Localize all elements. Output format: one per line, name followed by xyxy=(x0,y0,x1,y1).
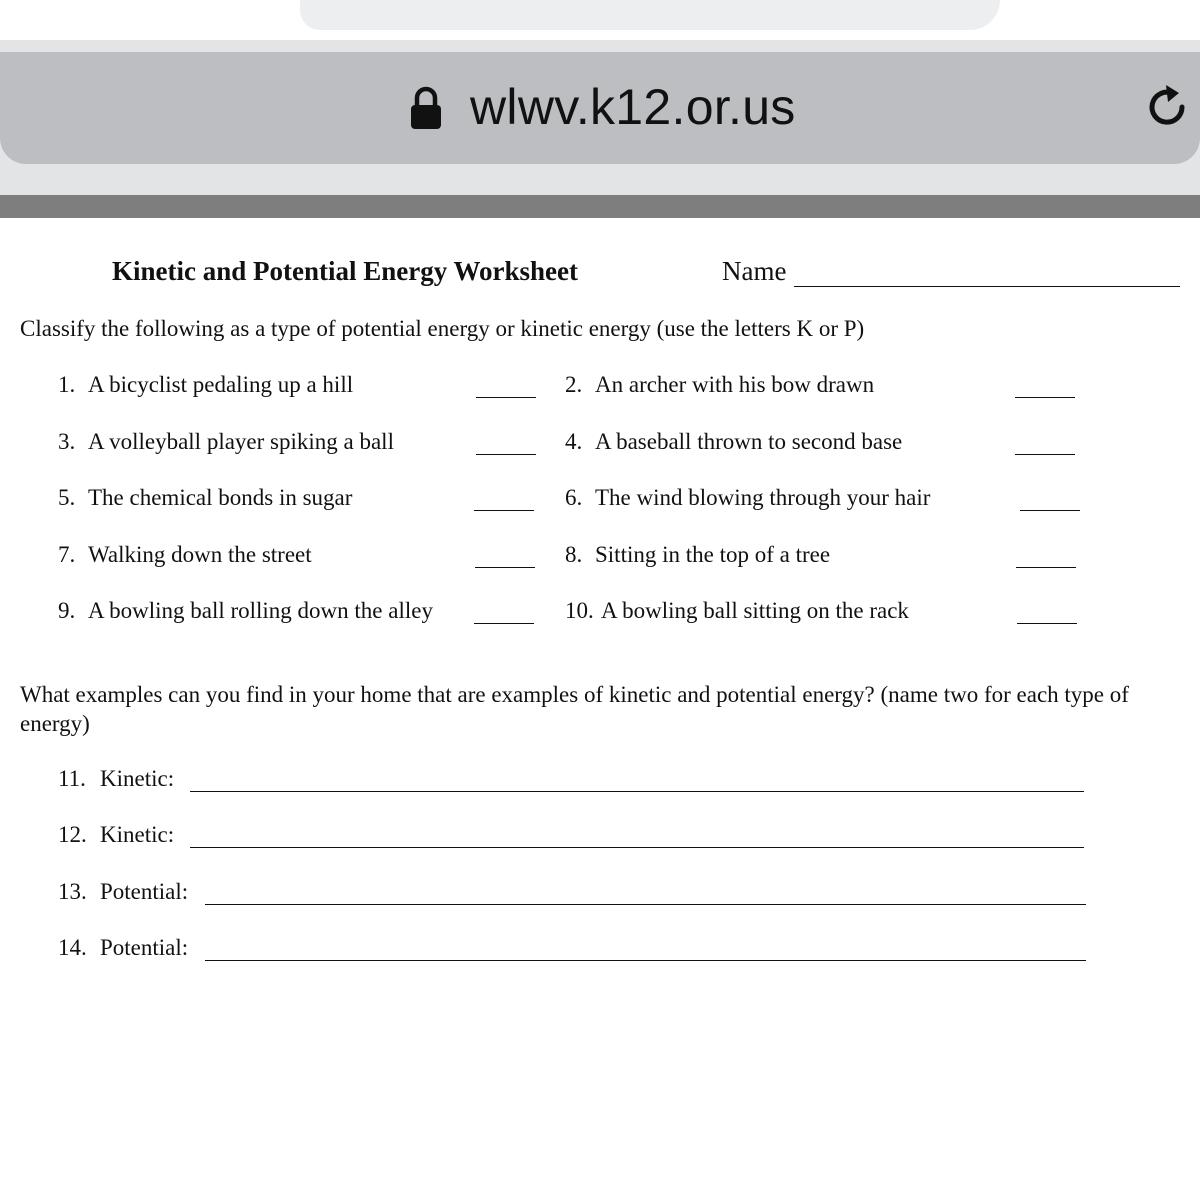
toolbar-divider xyxy=(0,195,1200,218)
answer-item xyxy=(58,766,174,792)
answer-label: Potential: xyxy=(100,935,189,960)
answer-label: Potential: xyxy=(100,879,189,904)
item-text: A baseball thrown to second base xyxy=(595,429,903,454)
list-item xyxy=(565,542,830,568)
name-blank-line xyxy=(794,286,1180,287)
item-number: 4. xyxy=(565,429,583,454)
list-item xyxy=(565,598,909,624)
answer-blank xyxy=(476,454,536,455)
answer-blank xyxy=(474,510,534,511)
item-text: A volleyball player spiking a ball xyxy=(88,429,394,454)
item-number: 6. xyxy=(565,485,583,510)
item-number: 3. xyxy=(58,429,76,454)
list-item xyxy=(565,429,902,455)
item-number: 14. xyxy=(58,935,87,960)
item-text: Sitting in the top of a tree xyxy=(595,542,831,567)
reload-icon[interactable] xyxy=(1142,82,1192,132)
worksheet-document xyxy=(0,218,1200,1200)
answer-blank xyxy=(1020,510,1080,511)
status-area-shading xyxy=(300,0,1000,30)
answer-line xyxy=(205,904,1086,905)
item-number: 13. xyxy=(58,879,87,904)
answer-blank xyxy=(476,397,536,398)
item-text: A bicyclist pedaling up a hill xyxy=(88,372,354,397)
item-number: 10. xyxy=(565,598,594,623)
list-item xyxy=(565,372,874,398)
answer-blank xyxy=(475,567,535,568)
item-number: 11. xyxy=(58,766,86,791)
answer-item xyxy=(58,879,188,905)
item-text: An archer with his bow drawn xyxy=(595,372,875,397)
answer-blank xyxy=(1015,454,1075,455)
list-item xyxy=(58,372,353,398)
item-number: 1. xyxy=(58,372,76,397)
item-text: The chemical bonds in sugar xyxy=(88,485,353,510)
item-number: 2. xyxy=(565,372,583,397)
item-number: 8. xyxy=(565,542,583,567)
list-item xyxy=(58,429,394,455)
answer-label: Kinetic: xyxy=(100,766,175,791)
item-number: 5. xyxy=(58,485,76,510)
answer-blank xyxy=(1016,567,1076,568)
item-text: A bowling ball rolling down the alley xyxy=(88,598,433,623)
item-number: 12. xyxy=(58,822,87,847)
answer-blank xyxy=(474,623,534,624)
answer-item xyxy=(58,822,174,848)
answer-blank xyxy=(1017,623,1077,624)
lock-icon xyxy=(410,86,442,130)
answer-line xyxy=(205,960,1086,961)
answer-line xyxy=(190,791,1084,792)
item-number: 7. xyxy=(58,542,76,567)
list-item xyxy=(58,485,352,511)
instructions-text: Classify the following as a type of potential energy or kinetic energy (use the letters K or P) xyxy=(20,316,865,341)
answer-item xyxy=(58,935,188,961)
list-item xyxy=(565,485,930,511)
item-text: Walking down the street xyxy=(88,542,312,567)
item-text: The wind blowing through your hair xyxy=(595,485,931,510)
list-item xyxy=(58,598,433,624)
list-item xyxy=(58,542,312,568)
item-text: A bowling ball sitting on the rack xyxy=(601,598,909,623)
question-text: What examples can you find in your home that are examples of kinetic and potential energy? (name two for each type of energy) xyxy=(20,682,1129,736)
url-text[interactable]: wlwv.k12.or.us xyxy=(470,79,796,135)
answer-blank xyxy=(1015,397,1075,398)
item-number: 9. xyxy=(58,598,76,623)
answer-line xyxy=(190,847,1084,848)
worksheet-title: Kinetic and Potential Energy Worksheet xyxy=(112,256,578,286)
answer-label: Kinetic: xyxy=(100,822,175,847)
name-label: Name xyxy=(722,256,787,286)
